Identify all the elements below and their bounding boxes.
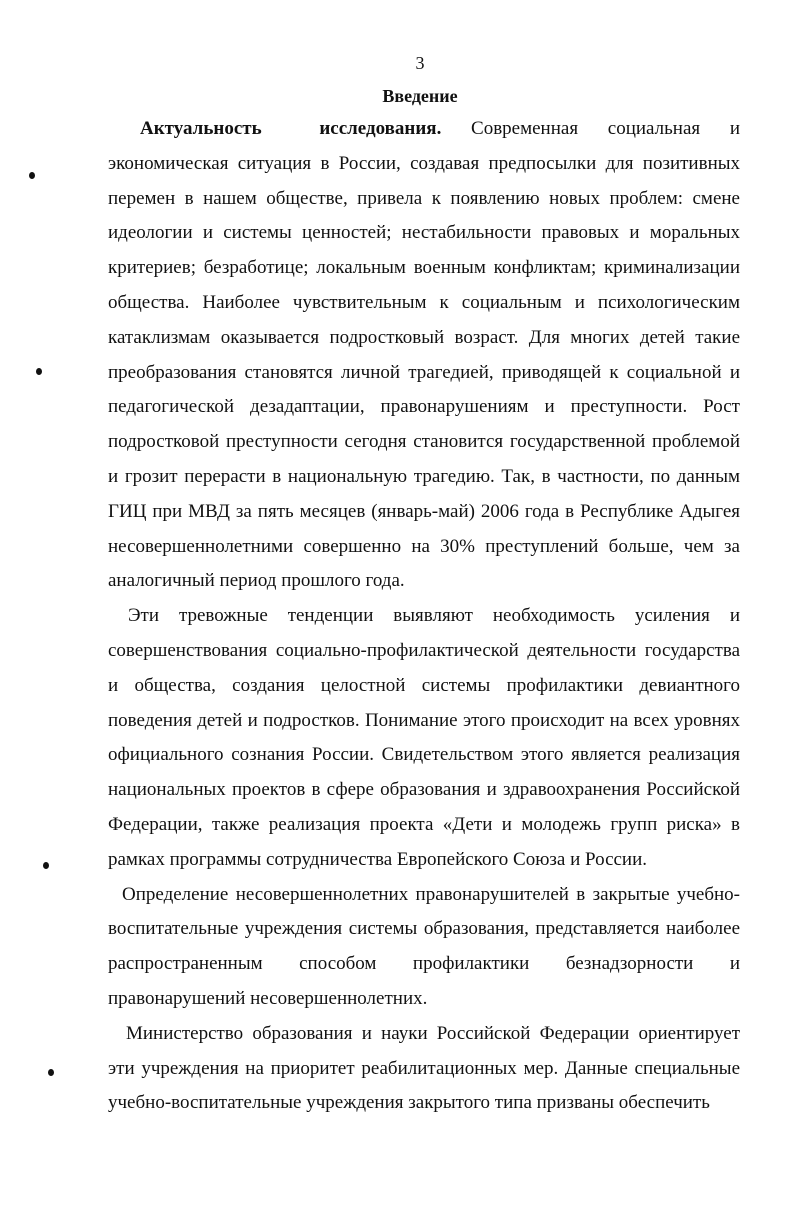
paragraph-4: Министерство образования и науки Российской Федерации ориентирует эти учреждения на приоритет реабилитационных мер. Данные специальные учебно-воспитательные учреждения закрытого типа призваны обеспечить [108,1022,740,1114]
margin-dot-2 [36,368,42,375]
body-text [108,112,740,1121]
section-heading: Введение [382,86,458,106]
margin-dot-4 [48,1069,54,1076]
paragraph-1-text: Современная социальная и экономическая ситуация в России, создавая предпосылки для позитивных перемен в нашем обществе, привела к появлению новых проблем: смене идеологии и системы ценностей; нестабильности правовых и моральных критериев; безработице; локальным военным конфликтам; криминализации общества. Наиболее чувствительным к социальным и психологическим катаклизмам оказывается подростковый возраст. Для многих детей такие преобразования становятся личной трагедией, приводящей к социальной и педагогической дезадаптации, правонарушениям и преступности. Рост подростковой преступности сегодня становится государственной проблемой и грозит перерасти в национальную трагедию. Так, в частности, по данным ГИЦ при МВД за пять месяцев (январь-май) 2006 года в Республике Адыгея несовершеннолетними совершенно на 30% преступлений больше, чем за аналогичный период прошлого года. [108,118,740,592]
margin-dot-3 [43,862,49,869]
paragraph-2: Эти тревожные тенденции выявляют необходимость усиления и совершенствования социально-профилактической деятельности государства и общества, создания целостной системы профилактики девиантного поведения детей и подростков. Понимание этого происходит на всех уровнях официального сознания России. Свидетельством этого является реализация национальных проектов в сфере образования и здравоохранения Российской Федерации, также реализация проекта «Дети и молодежь групп риска» в рамках программы сотрудничества Европейского Союза и России. [108,605,740,870]
margin-dot-1 [29,172,35,179]
page-number: 3 [415,53,425,73]
paragraph-3: Определение несовершеннолетних правонарушителей в закрытые учебно-воспитательные учреждения системы образования, представляется наиболее распространенным способом профилактики безнадзорности и правонарушений несовершеннолетних. [108,883,740,1009]
paragraph-lead: Актуальность исследования. [140,118,442,139]
paragraph-1 [108,112,740,599]
